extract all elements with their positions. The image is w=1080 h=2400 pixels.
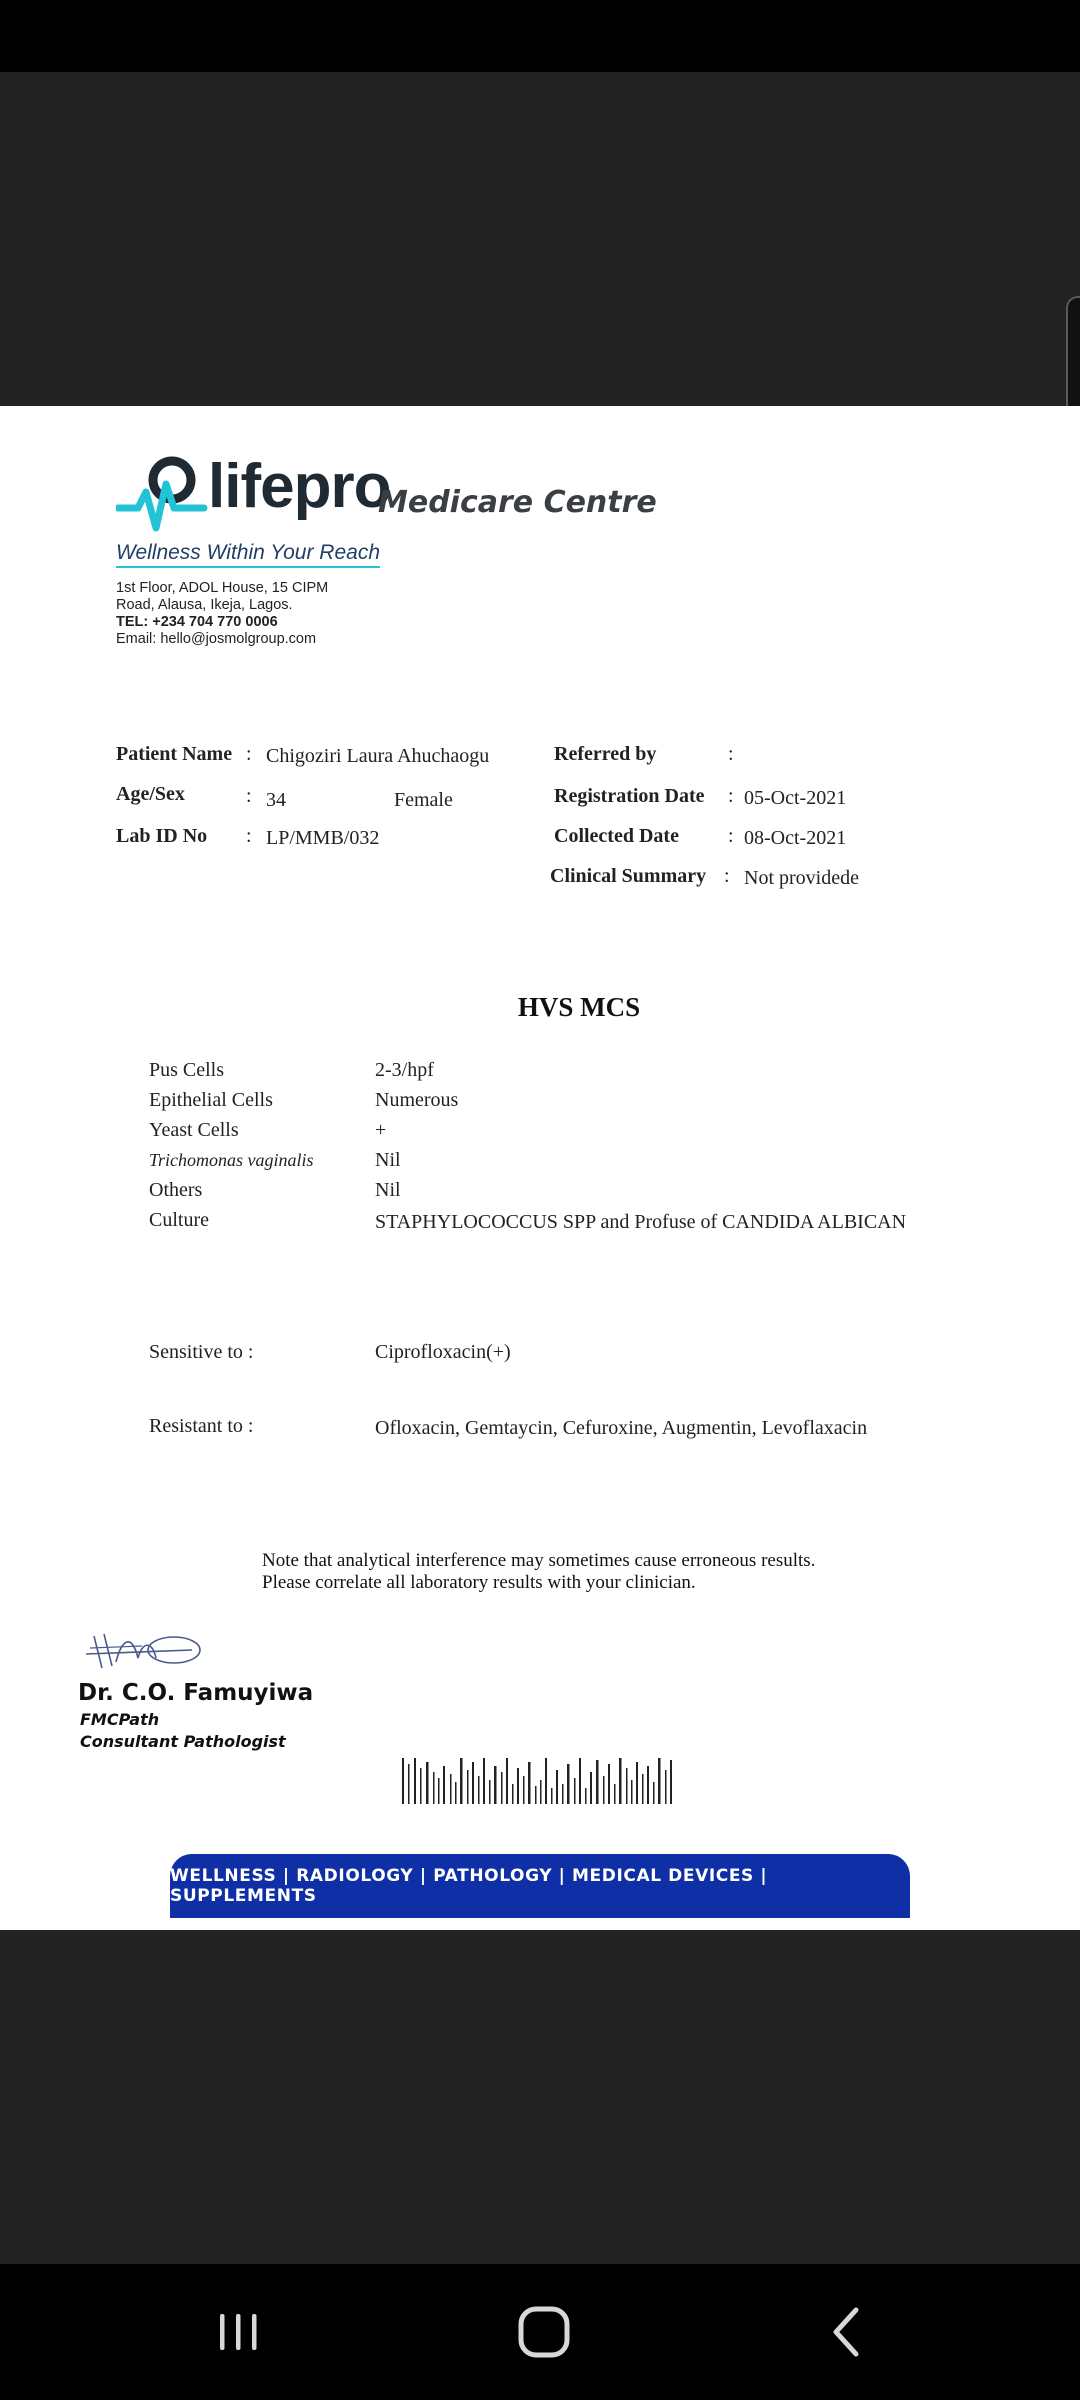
colon: : bbox=[724, 865, 730, 887]
patient-sex: Female bbox=[394, 789, 453, 811]
disclaimer-note bbox=[262, 1550, 815, 1594]
barcode bbox=[400, 1758, 680, 1804]
patient-name: Chigoziri Laura Ahuchaogu bbox=[266, 745, 490, 767]
report-title: HVS MCS bbox=[517, 992, 641, 1022]
resistant-value: Ofloxacin, Gemtaycin, Cefuroxine, Augmentin, Levoflaxacin bbox=[375, 1417, 868, 1439]
result-value: 2-3/hpf bbox=[375, 1059, 434, 1081]
result-value: Nil bbox=[375, 1179, 401, 1201]
referred-by-label: Referred by bbox=[554, 743, 657, 765]
colon: : bbox=[246, 743, 252, 765]
colon: : bbox=[246, 785, 252, 807]
back-icon[interactable] bbox=[822, 2300, 870, 2364]
age-sex-label: Age/Sex bbox=[116, 783, 185, 805]
note-line-2: Please correlate all laboratory results with your clinician. bbox=[262, 1572, 696, 1593]
collected-date: 08-Oct-2021 bbox=[744, 827, 847, 849]
brand-name: lifepro bbox=[208, 452, 391, 521]
lab-id: LP/MMB/032 bbox=[266, 827, 380, 849]
colon: : bbox=[728, 785, 734, 807]
colon: : bbox=[728, 825, 734, 847]
result-label: Trichomonas vaginalis bbox=[149, 1150, 314, 1170]
home-icon[interactable] bbox=[512, 2300, 576, 2364]
result-value: + bbox=[375, 1119, 387, 1141]
colon: : bbox=[246, 825, 252, 847]
result-label: Yeast Cells bbox=[149, 1119, 239, 1141]
sensitive-label: Sensitive to : bbox=[149, 1341, 254, 1363]
services-footer: WELLNESS | RADIOLOGY | PATHOLOGY | MEDICAL DEVICES | SUPPLEMENTS bbox=[170, 1854, 910, 1918]
address-line-2: Road, Alausa, Ikeja, Lagos. bbox=[116, 597, 293, 613]
result-label: Epithelial Cells bbox=[149, 1089, 273, 1111]
signatory-name: Dr. C.O. Famuyiwa bbox=[78, 1680, 314, 1706]
signatory-qualification: FMCPath bbox=[80, 1710, 160, 1729]
collected-date-label: Collected Date bbox=[554, 825, 679, 847]
patient-name-label: Patient Name bbox=[116, 743, 233, 765]
lifepro-logo-icon bbox=[116, 456, 208, 538]
status-bar bbox=[0, 0, 1080, 72]
report-page bbox=[0, 406, 1080, 1930]
recents-icon[interactable] bbox=[214, 2300, 266, 2364]
result-label: Culture bbox=[149, 1209, 209, 1231]
signatory-role: Consultant Pathologist bbox=[80, 1732, 286, 1751]
result-value: Numerous bbox=[375, 1089, 459, 1111]
centre-name: Medicare Centre bbox=[378, 485, 657, 520]
address-line-1: 1st Floor, ADOL House, 15 CIPM bbox=[116, 580, 329, 596]
clinical-summary: Not providede bbox=[744, 867, 859, 889]
registration-date: 05-Oct-2021 bbox=[744, 787, 847, 809]
lab-id-label: Lab ID No bbox=[116, 825, 208, 847]
clinic-phone: TEL: +234 704 770 0006 bbox=[116, 614, 278, 630]
resistant-label: Resistant to : bbox=[149, 1415, 254, 1437]
colon: : bbox=[728, 743, 734, 765]
result-value: STAPHYLOCOCCUS SPP and Profuse of CANDIDA ALBICAN bbox=[375, 1211, 907, 1233]
registration-date-label: Registration Date bbox=[554, 785, 705, 807]
result-value: Nil bbox=[375, 1149, 401, 1171]
clinical-summary-label: Clinical Summary bbox=[550, 865, 707, 887]
sensitive-value: Ciprofloxacin(+) bbox=[375, 1341, 511, 1363]
clinic-address bbox=[116, 580, 328, 648]
patient-age: 34 bbox=[266, 789, 286, 811]
clinic-email: Email: hello@josmolgroup.com bbox=[116, 631, 317, 647]
result-label: Pus Cells bbox=[149, 1059, 225, 1081]
tagline: Wellness Within Your Reach bbox=[116, 542, 380, 568]
result-label: Others bbox=[149, 1179, 203, 1201]
signature-icon bbox=[82, 1628, 202, 1672]
note-line-1: Note that analytical interference may sometimes cause erroneous results. bbox=[262, 1550, 816, 1571]
